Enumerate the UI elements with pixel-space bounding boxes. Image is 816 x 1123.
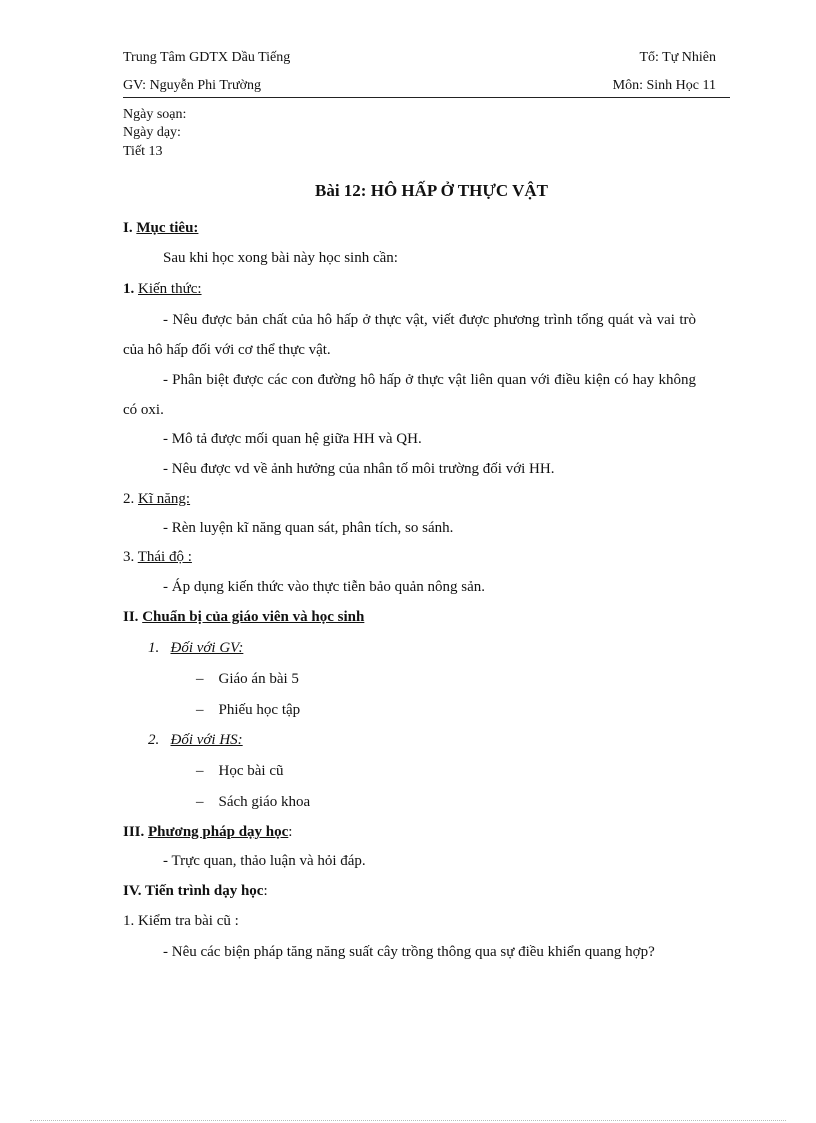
knowledge-text-1: - Nêu được bản chất của hô hấp ở thực vật, viết được phương trình tổng quát và vai trò của hô hấp đối với cơ thể thực vật. [123, 312, 696, 358]
review-question-paragraph [123, 937, 696, 967]
method-text-1: - Trực quan, thảo luận và hỏi đáp. [163, 853, 366, 869]
section-3-number: III. [123, 824, 149, 840]
attitude-number: 3. [123, 549, 138, 565]
student-prep-item-1 [196, 763, 283, 780]
skills-text-1: - Rèn luyện kĩ năng quan sát, phân tích, so sánh. [163, 520, 454, 536]
list-item-text: Học bài cũ [218, 763, 284, 779]
page-title: Bài 12: HÔ HẤP Ở THỰC VẬT [315, 181, 548, 200]
attitude-text-1: - Áp dụng kiến thức vào thực tiễn bảo quản nông sản. [163, 579, 486, 595]
bullet-dash: – [196, 702, 204, 718]
list-item-text: Phiếu học tập [218, 702, 301, 718]
student-prep-heading [148, 732, 243, 749]
section-3-colon: : [288, 824, 293, 840]
center-name: Trung Tâm GDTX Dầu Tiếng [123, 50, 291, 65]
bullet-dash: – [196, 763, 204, 779]
skills-title: Kĩ năng: [138, 491, 191, 507]
knowledge-heading [123, 281, 202, 298]
teacher-prep-number: 1. [148, 640, 160, 656]
knowledge-title: Kiến thức: [138, 281, 202, 297]
section-2-heading [123, 609, 364, 626]
section-1-title: Mục tiêu: [136, 220, 199, 236]
student-prep-item-2 [196, 794, 310, 811]
list-item-text: Giáo án bài 5 [218, 671, 299, 687]
knowledge-text-3: - Mô tả được mối quan hệ giữa HH và QH. [163, 431, 422, 447]
section-2-number: II. [123, 609, 143, 625]
section-4-title: Tiến trình dạy học [144, 883, 264, 899]
attitude-heading [123, 549, 192, 566]
knowledge-text-2: - Phân biệt được các con đường hô hấp ở thực vật liên quan với điều kiện có hay không có oxi. [123, 372, 696, 418]
subject-name: Môn: Sinh Học 11 [612, 78, 716, 93]
section-4-colon: : [263, 883, 268, 899]
old-lesson-check-heading: 1. Kiểm tra bài cũ : [123, 913, 239, 929]
section-1-heading [123, 220, 198, 237]
department: Tổ: Tự Nhiên [639, 50, 716, 65]
knowledge-paragraph-1 [123, 305, 696, 365]
skills-number: 2. [123, 491, 138, 507]
student-prep-title: Đối với HS: [170, 732, 243, 748]
teacher-prep-item-1 [196, 671, 299, 688]
section-4-number: IV. [123, 883, 145, 899]
teach-date: Ngày dạy: [123, 125, 181, 140]
period-label: Tiết 13 [123, 144, 163, 159]
page-bottom-border [30, 1120, 786, 1121]
attitude-title: Thái độ : [137, 549, 192, 565]
list-item-text: Sách giáo khoa [218, 794, 311, 810]
bullet-dash: – [196, 671, 204, 687]
section-2-title: Chuẩn bị của giáo viên và học sinh [142, 609, 365, 625]
section-4-heading [123, 883, 268, 900]
student-prep-number: 2. [148, 732, 160, 748]
teacher-prep-title: Đối với GV: [170, 640, 244, 656]
teacher-prep-heading [148, 640, 243, 657]
knowledge-number: 1. [123, 281, 138, 297]
section-1-number: I. [123, 220, 137, 236]
knowledge-paragraph-2 [123, 365, 696, 425]
section-3-heading [123, 824, 292, 841]
skills-heading [123, 491, 190, 508]
review-question-text: - Nêu các biện pháp tăng năng suất cây trồng thông qua sự điều khiển quang hợp? [163, 944, 655, 960]
knowledge-text-4: - Nêu được vd về ảnh hưởng của nhân tố môi trường đối với HH. [163, 461, 555, 477]
teacher-prep-item-2 [196, 702, 300, 719]
section-1-intro: Sau khi học xong bài này học sinh cần: [163, 250, 398, 266]
section-3-title: Phương pháp dạy học [148, 824, 289, 840]
teacher-name: GV: Nguyễn Phi Trường [123, 78, 262, 93]
prep-date: Ngày soạn: [123, 107, 187, 122]
bullet-dash: – [196, 794, 204, 810]
header-divider [123, 97, 730, 98]
